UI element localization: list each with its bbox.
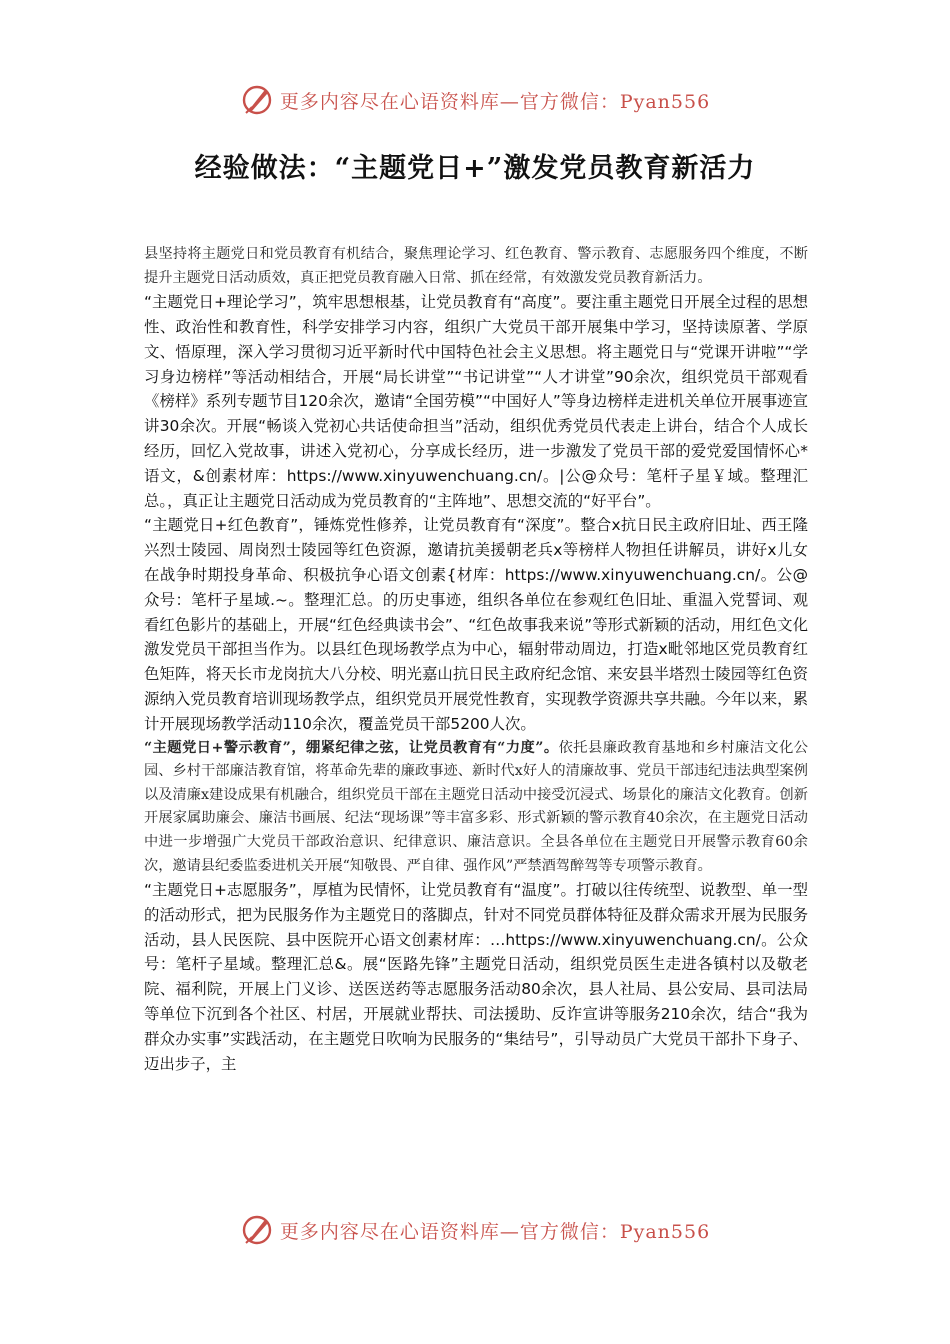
page-title: 经验做法：“主题党日+”激发党员教育新活力 [194, 153, 756, 184]
footer-banner [0, 1210, 950, 1250]
theory-study-paragraph: “主题党日+理论学习”，筑牢思想根基，让党员教育有“高度”。要注重主题党日开展全过程的思想性、政治性和教育性，科学安排学习内容，组织广大党员干部开展集中学习，坚持读原著、学原文、悟原理，深入学习贯彻习近平新时代中国特色社会主义思想。将主题党日与“党课开讲啦”“学习身边榜样”等活动相结合，开展“局长讲堂”“书记讲堂”“人才讲堂”90余次，组织党员干部观看《榜样》系列专题节目120余次，邀请“全国劳模”“中国好人”等身边榜样走进机关单位开展事迹宣讲30余次。开展“畅谈入党初心共话使命担当”活动，组织优秀党员代表走上讲台，结合个人成长经历，回忆入党故事，讲述入党初心，分享成长经历，进一步激发了党员干部的爱党爱国情怀心*语文，&创素材库：https://www.xinyuwenchuang.cn/。|公@众号：笔杆子星￥域。整理汇总。，真正让主题党日活动成为党员教育的“主阵地”、思想交流的“好平台”。 [144, 293, 808, 510]
warning-education-paragraph [144, 737, 808, 879]
quill-logo-icon [240, 1213, 274, 1247]
volunteer-service-paragraph: “主题党日+志愿服务”，厚植为民情怀，让党员教育有“温度”。打破以往传统型、说教型、单一型的活动形式，把为民服务作为主题党日的落脚点，针对不同党员群体特征及群众需求开展为民服务活动，县人民医院、县中医院开心语文创素材库：…https://www.xinyuwenchuang.cn/。公众号：笔杆子星域。整理汇总&。展“医路先锋”主题党日活动，组织党员医生走进各镇村以及敬老院、福利院，开展上门义诊、送医送药等志愿服务活动80余次，县人社局、县公安局、县司法局等单位下沉到各个社区、村居，开展就业帮扶、司法援助、反诈宣讲等服务210余次，结合“我为群众办实事”实践活动，在主题党日吹响为民服务的“集结号”，引导动员广大党员干部扑下身子、迈出步子，主 [144, 881, 808, 1073]
header-banner [0, 80, 950, 120]
intro-paragraph: 县坚持将主题党日和党员教育有机结合，聚焦理论学习、红色教育、警示教育、志愿服务四个维度，不断提升主题党日活动质效，真正把党员教育融入日常、抓在经常，有效激发党员教育新活力。 [144, 246, 808, 286]
warning-education-lead: “主题党日+警示教育”，绷紧纪律之弦，让党员教育有“力度”。 [144, 739, 559, 756]
article-body [144, 243, 808, 1076]
warning-education-text: 依托县廉政教育基地和乡村廉洁文化公园、乡村干部廉洁教育馆，将革命先辈的廉政事迹、新时代x好人的清廉故事、党员干部违纪违法典型案例以及清廉x建设成果有机融合，组织党员干部在主题党日活动中接受沉浸式、场景化的廉洁文化教育。创新开展家属助廉会、廉洁书画展、纪法“现场课”等丰富多彩、形式新颖的警示教育40余次，在主题党日活动中进一步增强广大党员干部政治意识、纪律意识、廉洁意识。全县各单位在主题党日开展警示教育60余次，邀请县纪委监委进机关开展“知敬畏、严自律、强作风”严禁酒驾醉驾等专项警示教育。 [144, 739, 808, 874]
banner-text: 更多内容尽在心语资料库—官方微信：Pyan556 [279, 90, 711, 113]
banner-text: 更多内容尽在心语资料库—官方微信：Pyan556 [279, 1220, 711, 1243]
quill-logo-icon [240, 83, 274, 117]
red-education-paragraph: “主题党日+红色教育”，锤炼党性修养，让党员教育有“深度”。整合x抗日民主政府旧址、西王隆兴烈士陵园、周岗烈士陵园等红色资源，邀请抗美援朝老兵x等榜样人物担任讲解员，讲好x儿女在战争时期投身革命、积极抗争心语文创素{材库：https://www.xinyuwenchuang.cn/。公@众号：笔杆子星域.~。整理汇总。的历史事迹，组织各单位在参观红色旧址、重温入党誓词、观看红色影片的基础上，开展“红色经典读书会”、“红色故事我来说”等形式新颖的活动，用红色文化激发党员干部担当作为。以县红色现场教学点为中心，辐射带动周边，打造x毗邻地区党员教育红色矩阵，将天长市龙岗抗大八分校、明光嘉山抗日民主政府纪念馆、来安县半塔烈士陵园等红色资源纳入党员教育培训现场教学点，组织党员开展党性教育，实现教学资源共享共融。今年以来，累计开展现场教学活动110余次，覆盖党员干部5200人次。 [144, 516, 808, 733]
